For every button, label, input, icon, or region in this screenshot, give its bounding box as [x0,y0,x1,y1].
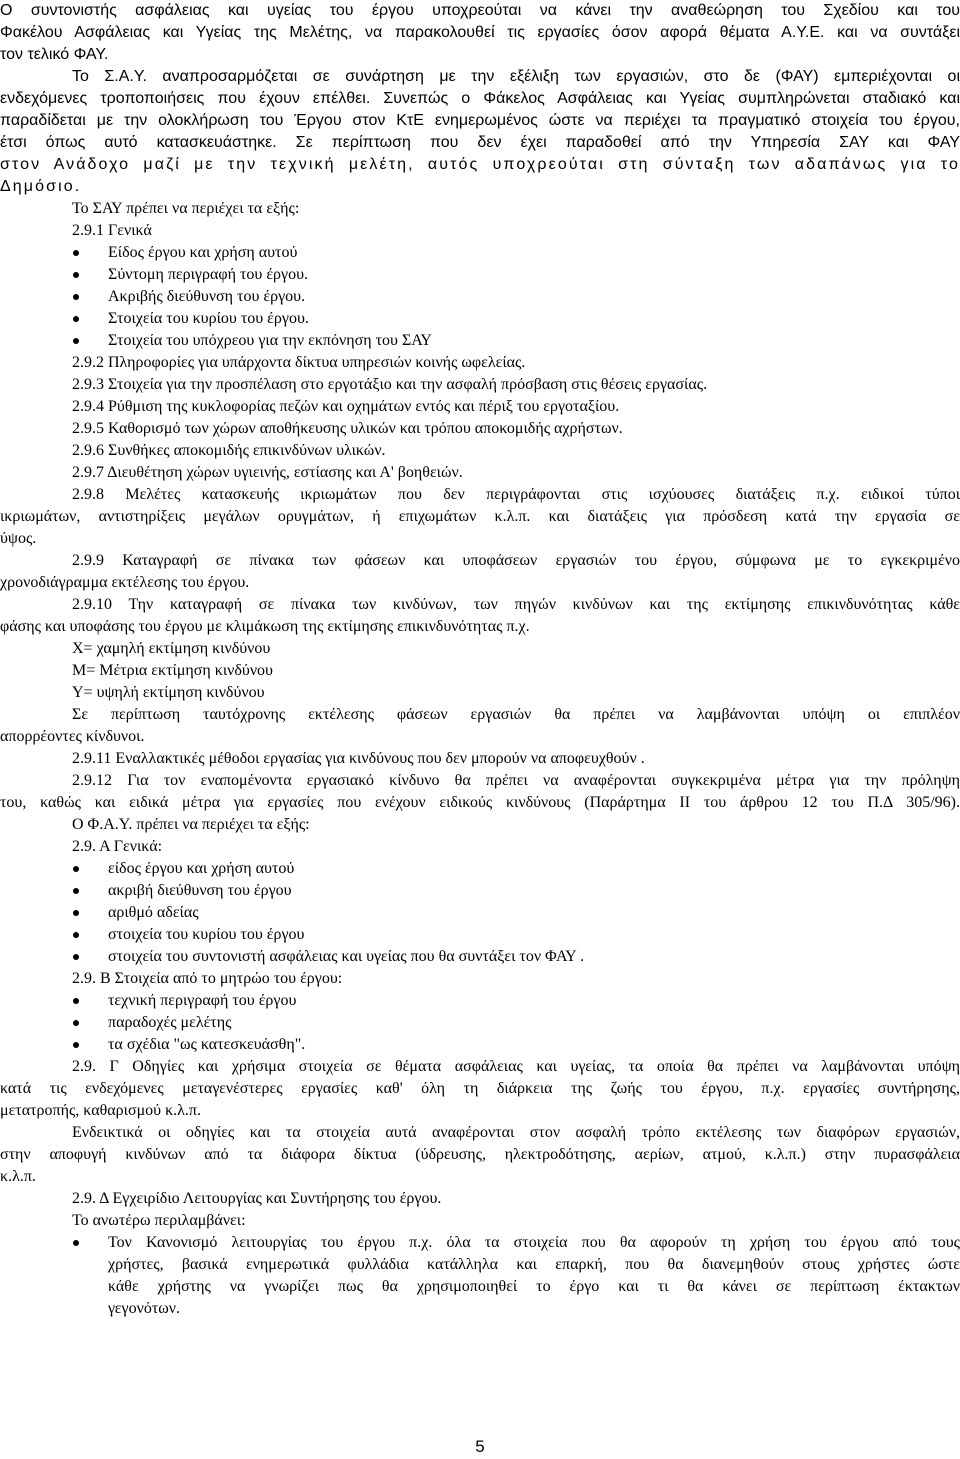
text-line [0,352,960,374]
line-text: στοιχεία του κυρίου του έργου [108,926,305,943]
line-text: Το ΣΑΥ πρέπει να περιέχει τα εξής: [72,200,300,217]
bullet-dot-icon [73,1020,79,1026]
text-line [0,1188,960,1210]
text-line [0,22,960,44]
text-line [0,1254,960,1276]
text-line [0,66,960,88]
bullet-list-item [0,264,960,286]
line-text: ύψος. [0,530,37,547]
line-text: Είδος έργου και χρήση αυτού [108,244,298,261]
text-line [0,154,960,176]
text-line [0,616,960,638]
text-line [0,704,960,726]
text-line [0,1122,960,1144]
line-text: 2.9. Β Στοιχεία από το μητρώο του έργου: [72,970,343,987]
line-text: 2.9. Γ Οδηγίες και χρήσιμα στοιχεία σε θέματα ασφάλειας και υγείας, τα οποία θα πρέπει να λαμβάνονται υπόψη [72,1058,960,1075]
text-line [0,396,960,418]
line-text: 2.9.7 Διευθέτηση χώρων υγιεινής, εστίασης και Α' βοηθειών. [72,464,463,481]
line-text: 2.9.5 Καθορισμό των χώρων αποθήκευσης υλικών και τρόπου αποκομιδής αχρήστων. [72,420,623,437]
text-line [0,572,960,594]
line-text: χρήστες, βασικά ενημερωτικά φυλλάδια κατάλληλα και επαρκή, που θα διανεμηθούν στους χρήστες ώστε [108,1256,960,1273]
line-text: 2.9.2 Πληροφορίες για υπάρχοντα δίκτυα υπηρεσιών κοινής ωφελείας. [72,354,526,371]
line-text: κ.λ.π. [0,1168,36,1185]
text-line [0,1276,960,1298]
text-line [0,176,960,198]
text-line [0,594,960,616]
text-line [0,506,960,528]
bullet-dot-icon [73,954,79,960]
text-line [0,462,960,484]
line-text: Ο Φ.Α.Υ. πρέπει να περιέχει τα εξής: [72,816,310,833]
line-text: Χ= χαμηλή εκτίμηση κινδύνου [72,640,271,657]
text-line [0,1210,960,1232]
bullet-dot-icon [73,910,79,916]
text-line [0,1144,960,1166]
bullet-dot-icon [73,250,79,256]
bullet-list-item [0,880,960,902]
bullet-dot-icon [73,272,79,278]
line-text: τα σχέδια "ως κατεσκευάσθη". [108,1036,306,1053]
text-line [0,836,960,858]
bullet-dot-icon [73,316,79,322]
bullet-dot-icon [73,866,79,872]
line-text: στον Ανάδοχο μαζί με την τεχνική μελέτη, αυτός υποχρεούται στη σύνταξη των αδαπάνως για το [0,156,960,173]
line-text: Σε περίπτωση ταυτόχρονης εκτέλεσης φάσεων εργασιών θα πρέπει να λαμβάνονται υπόψη οι επιπλέον [72,706,960,723]
line-text: 2.9.4 Ρύθμιση της κυκλοφορίας πεζών και οχημάτων εντός και πέριξ του εργοταξίου. [72,398,620,415]
text-line [0,220,960,242]
line-text: στοιχεία του συντονιστή ασφάλειας και υγείας που θα συντάξει τον ΦΑΥ . [108,948,585,965]
text-line [0,550,960,572]
bullet-list-item [0,308,960,330]
line-text: Το ανωτέρω περιλαμβάνει: [72,1212,246,1229]
bullet-dot-icon [73,888,79,894]
line-text: ενδεχόμενες τροποποιήσεις που έχουν επέλθει. Συνεπώς ο Φάκελος Ασφάλειας και Υγείας συμπληρώνεται σταδιακό και [0,90,960,107]
line-text: τεχνική περιγραφή του έργου [108,992,297,1009]
line-text: Σύντομη περιγραφή του έργου. [108,266,309,283]
bullet-list-item [0,924,960,946]
text-line [0,484,960,506]
text-line [0,1298,960,1320]
text-line [0,1166,960,1188]
text-line [0,418,960,440]
text-line [0,748,960,770]
line-text: του, καθώς και ειδικά μέτρα για εργασίες που ενέχουν ειδικούς κινδύνους (Παράρτημα ΙΙ του άρθρου 12 του Π.Δ 305/96). [0,794,960,811]
line-text: Ο συντονιστής ασφάλειας και υγείας του έργου υποχρεούται να κάνει την αναθεώρηση του Σχεδίου και του [0,2,960,19]
text-line [0,968,960,990]
bullet-dot-icon [73,338,79,344]
bullet-list-item [0,330,960,352]
bullet-dot-icon [73,1240,79,1246]
line-text: 2.9.10 Την καταγραφή σε πίνακα των κινδύνων, των πηγών κινδύνων και της εκτίμησης επικινδυνότητας κάθε [72,596,960,613]
text-line [0,0,960,22]
line-text: Ενδεικτικά οι οδηγίες και τα στοιχεία αυτά αναφέρονται στον ασφαλή τρόπο εκτέλεσης των διαφόρων εργασιών, [72,1124,960,1141]
line-text: ικριωμάτων, αντιστηρίξεις μεγάλων ορυγμάτων, ή επιχωμάτων κ.λ.π. και διατάξεις για πρόσδεση κατά την εργασία σε [0,508,960,525]
line-text: χρονοδιάγραμμα εκτέλεσης του έργου. [0,574,250,591]
line-text: μετατροπής, καθαρισμού κ.λ.π. [0,1102,201,1119]
line-text: Δημόσιο. [0,178,82,195]
bullet-list-item [0,858,960,880]
line-text: Στοιχεία του υπόχρεου για την εκπόνηση του ΣΑΥ [108,332,432,349]
bullet-list-item [0,1012,960,1034]
text-line [0,132,960,154]
line-text: 2.9.9 Καταγραφή σε πίνακα των φάσεων και υποφάσεων εργασιών του έργου, σύμφωνα με το εγκεκριμένο [72,552,960,569]
line-text: έτσι όπως αυτό κατασκευάστηκε. Σε περίπτωση που δεν έχει παραδοθεί από την Υπηρεσία ΣΑΥ και ΦΑΥ [0,134,960,151]
text-line [0,770,960,792]
line-text: Τον Κανονισμό λειτουργίας του έργου π.χ. όλα τα στοιχεία που θα αφορούν τη χρήση του έργου από τους [108,1234,960,1251]
bullet-list-item [0,1034,960,1056]
bullet-dot-icon [73,998,79,1004]
text-line [0,1056,960,1078]
line-text: Μ= Μέτρια εκτίμηση κινδύνου [72,662,273,679]
text-line [0,374,960,396]
text-line [0,1078,960,1100]
line-text: γεγονότων. [108,1300,181,1317]
text-line [0,110,960,132]
text-line [0,88,960,110]
line-text: κατά τις ενδεχόμενες μεταγενέστερες εργασίες καθ' όλη τη διάρκεια της ζωής του έργου, π.χ. εργασίες συντήρησης, [0,1080,960,1097]
line-text: είδος έργου και χρήση αυτού [108,860,295,877]
line-text: στην αποφυγή κινδύνων από τα διάφορα δίκτυα (ύδρευσης, ηλεκτροδότησης, αερίων, ατμού, κ.λ.π.) στην πυρασφάλεια [0,1146,960,1163]
bullet-dot-icon [73,294,79,300]
line-text: 2.9.12 Για τον εναπομένοντα εργασιακό κίνδυνο θα πρέπει να αναφέρονται συγκεκριμένα μέτρα για την πρόληψη [72,772,960,789]
line-text: Υ= υψηλή εκτίμηση κινδύνου [72,684,265,701]
line-text: Φακέλου Ασφάλειας και Υγείας της Μελέτης, να παρακολουθεί τις εργασίες όσον αφορά θέματα Α.Υ.Ε. και να συντάξει [0,24,960,41]
bullet-list-item [0,902,960,924]
bullet-list-item [0,990,960,1012]
text-line [0,682,960,704]
bullet-list-item [0,242,960,264]
line-text: Στοιχεία του κυρίου του έργου. [108,310,309,327]
line-text: 2.9.1 Γενικά [72,222,152,239]
text-line [0,814,960,836]
text-line [0,1100,960,1122]
text-line [0,198,960,220]
line-text: 2.9.3 Στοιχεία για την προσπέλαση στο εργοτάξιο και την ασφαλή πρόσβαση στις θέσεις εργασίας. [72,376,708,393]
line-text: απορρέοντες κίνδυνοι. [0,728,145,745]
line-text: τον τελικό ΦΑΥ. [0,46,109,63]
text-line [0,528,960,550]
text-line [0,660,960,682]
line-text: κάθε χρήστης να γνωρίζει πως θα χρησιμοποιηθεί το έργο και τι θα κάνει σε περίπτωση έκτακτων [108,1278,960,1295]
text-line [0,726,960,748]
line-text: παραδίδεται με την ολοκλήρωση του Έργου στον ΚτΕ ενημερωμένος ώστε να περιέχει τα πραγματικό στοιχεία του έργου, [0,112,960,129]
line-text: 2.9.6 Συνθήκες αποκομιδής επικινδύνων υλικών. [72,442,386,459]
bullet-list-item [0,1232,960,1254]
line-text: 2.9.11 Εναλλακτικές μέθοδοι εργασίας για κινδύνους που δεν μπορούν να αποφευχθούν . [72,750,645,767]
text-line [0,638,960,660]
line-text: αριθμό αδείας [108,904,199,921]
bullet-list-item [0,286,960,308]
line-text: 2.9. Δ Εγχειρίδιο Λειτουργίας και Συντήρησης του έργου. [72,1190,442,1207]
line-text: Ακριβής διεύθυνση του έργου. [108,288,306,305]
text-line [0,792,960,814]
bullet-dot-icon [73,1042,79,1048]
text-line [0,440,960,462]
bullet-dot-icon [73,932,79,938]
line-text: 2.9.8 Μελέτες κατασκευής ικριωμάτων που δεν περιγράφονται στις ισχύουσες διατάξεις π.χ. ειδικοί τύποι [72,486,960,503]
text-line [0,44,960,66]
line-text: Το Σ.Α.Υ. αναπροσαρμόζεται σε συνάρτηση με την εξέλιξη των εργασιών, στο δε (ΦΑΥ) εμπεριέχονται οι [72,68,960,85]
line-text: παραδοχές μελέτης [108,1014,232,1031]
line-text: ακριβή διεύθυνση του έργου [108,882,292,899]
line-text: 2.9. Α Γενικά: [72,838,163,855]
page-number: 5 [475,1437,485,1456]
line-text: φάσης και υποφάσης του έργου με κλιμάκωση της εκτίμησης επικινδυνότητας π.χ. [0,618,530,635]
bullet-list-item [0,946,960,968]
